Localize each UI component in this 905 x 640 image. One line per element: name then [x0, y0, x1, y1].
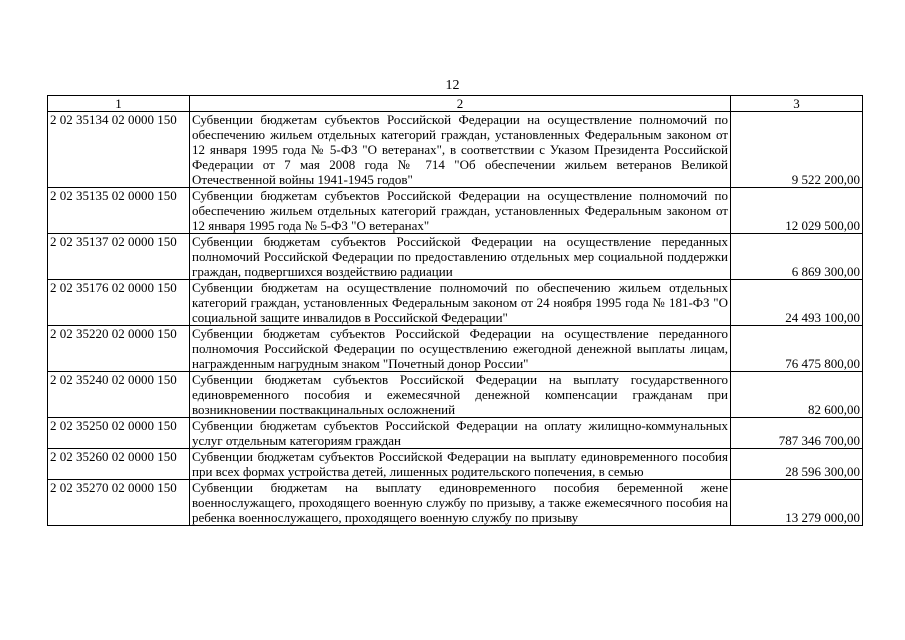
- header-cell-2: 2: [190, 96, 731, 112]
- table-row: [48, 449, 863, 480]
- budget-table: [47, 95, 863, 526]
- table-row: [48, 112, 863, 188]
- classification-code: 2 02 35137 02 0000 150: [48, 234, 190, 280]
- table-row: [48, 188, 863, 234]
- income-description: Субвенции бюджетам субъектов Российской Федерации на оплату жилищно-коммунальных услуг отдельным категориям граждан: [190, 418, 731, 449]
- table-body: [48, 96, 863, 526]
- header-row: [48, 96, 863, 112]
- page-number: 12: [445, 78, 460, 93]
- income-description: Субвенции бюджетам субъектов Российской Федерации на осуществление переданных полномочий Российской Федерации по предоставлению отдельных мер социальной поддержки граждан, подвергшихся воздействию радиации: [190, 234, 731, 280]
- income-description: Субвенции бюджетам субъектов Российской Федерации на осуществление полномочий по обеспечению жильем отдельных категорий граждан, установленных Федеральным законом от 12 января 1995 года № 5-ФЗ "О ветеранах", в соответствии с Указом Президента Российской Федерации от 7 мая 2008 года № 714 "Об обеспечении жильем ветеранов Великой Отечественной войны 1941-1945 годов": [190, 112, 731, 188]
- classification-code: 2 02 35240 02 0000 150: [48, 372, 190, 418]
- amount-cell: 28 596 300,00: [731, 449, 863, 480]
- income-description: Субвенции бюджетам на выплату единовременного пособия беременной жене военнослужащего, проходящего военную службу по призыву, а также ежемесячного пособия на ребенка военнослужащего, проходящего военную службу по призыву: [190, 480, 731, 526]
- table-row: [48, 280, 863, 326]
- classification-code: 2 02 35134 02 0000 150: [48, 112, 190, 188]
- income-description: Субвенции бюджетам на осуществление полномочий по обеспечению жильем отдельных категорий граждан, установленных Федеральным законом от 24 ноября 1995 года № 181-ФЗ "О социальной защите инвалидов в Российской Федерации": [190, 280, 731, 326]
- classification-code: 2 02 35260 02 0000 150: [48, 449, 190, 480]
- classification-code: 2 02 35270 02 0000 150: [48, 480, 190, 526]
- income-description: Субвенции бюджетам субъектов Российской Федерации на выплату государственного единовременного пособия и ежемесячной денежной компенсации гражданам при возникновении поствакцинальных осложнений: [190, 372, 731, 418]
- header-cell-3: 3: [731, 96, 863, 112]
- amount-cell: 24 493 100,00: [731, 280, 863, 326]
- table-row: [48, 234, 863, 280]
- header-cell-1: 1: [48, 96, 190, 112]
- amount-cell: 787 346 700,00: [731, 418, 863, 449]
- table-row: [48, 372, 863, 418]
- classification-code: 2 02 35220 02 0000 150: [48, 326, 190, 372]
- amount-cell: 6 869 300,00: [731, 234, 863, 280]
- amount-cell: 12 029 500,00: [731, 188, 863, 234]
- amount-cell: 13 279 000,00: [731, 480, 863, 526]
- amount-cell: 82 600,00: [731, 372, 863, 418]
- classification-code: 2 02 35135 02 0000 150: [48, 188, 190, 234]
- classification-code: 2 02 35250 02 0000 150: [48, 418, 190, 449]
- income-description: Субвенции бюджетам субъектов Российской Федерации на выплату единовременного пособия при всех формах устройства детей, лишенных родительского попечения, в семью: [190, 449, 731, 480]
- table-row: [48, 480, 863, 526]
- amount-cell: 76 475 800,00: [731, 326, 863, 372]
- income-description: Субвенции бюджетам субъектов Российской Федерации на осуществление полномочий по обеспечению жильем отдельных категорий граждан, установленных Федеральным законом от 12 января 1995 года № 5-ФЗ "О ветеранах": [190, 188, 731, 234]
- table-row: [48, 326, 863, 372]
- amount-cell: 9 522 200,00: [731, 112, 863, 188]
- income-description: Субвенции бюджетам субъектов Российской Федерации на осуществление переданного полномочия Российской Федерации по осуществлению ежегодной денежной выплаты лицам, награжденным нагрудным знаком "Почетный донор России": [190, 326, 731, 372]
- table-row: [48, 418, 863, 449]
- classification-code: 2 02 35176 02 0000 150: [48, 280, 190, 326]
